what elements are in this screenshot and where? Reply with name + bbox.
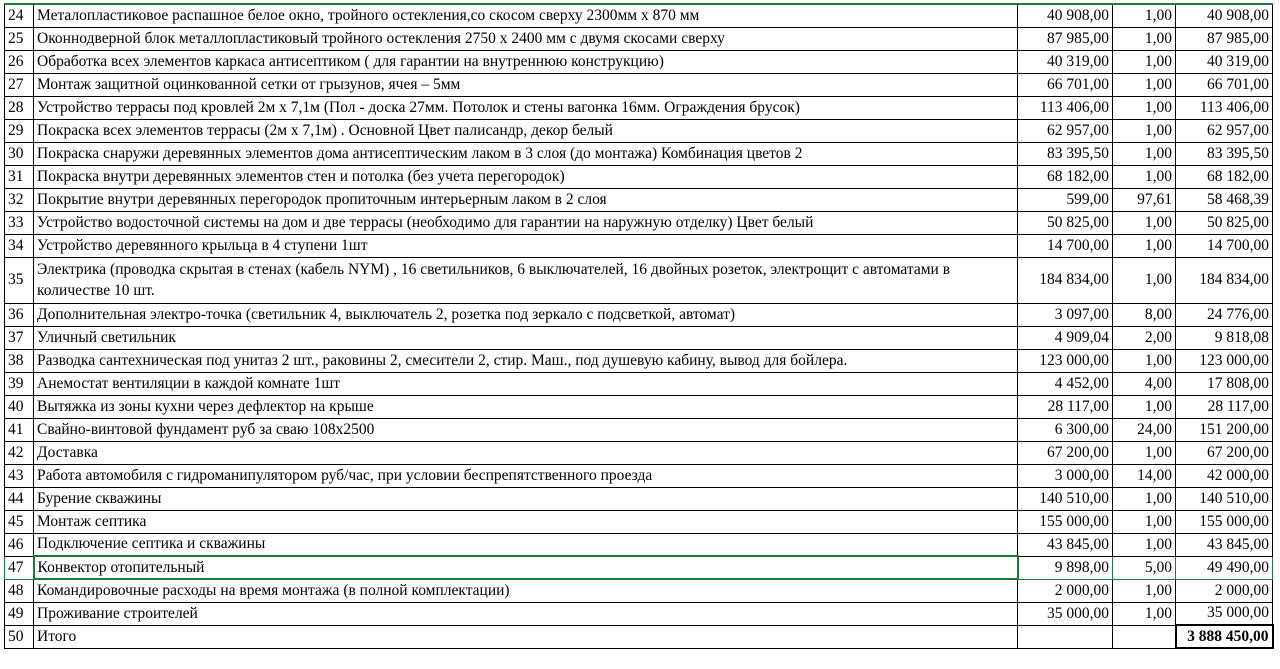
unit-price-cell[interactable] [1018,625,1113,648]
quantity-cell[interactable]: 1,00 [1113,119,1176,142]
unit-price-cell[interactable]: 184 834,00 [1018,257,1113,303]
unit-price-cell[interactable]: 62 957,00 [1018,119,1113,142]
table-row [5,27,1273,50]
description-cell[interactable]: Покрытие внутри деревянных перегородок пропиточным интерьерным лаком в 2 слоя [34,188,1018,211]
unit-price-cell[interactable]: 155 000,00 [1018,510,1113,533]
unit-price-cell[interactable]: 87 985,00 [1018,27,1113,50]
description-cell[interactable]: Покраска снаружи деревянных элементов дома антисептическим лаком в 3 слоя (до монтажа) Комбинация цветов 2 [34,142,1018,165]
description-cell[interactable]: Обработка всех элементов каркаса антисептиком ( для гарантии на внутреннюю конструкцию) [34,50,1018,73]
row-number-cell[interactable]: 26 [5,50,34,73]
unit-price-cell[interactable]: 123 000,00 [1018,349,1113,372]
row-number-cell[interactable]: 49 [5,602,34,625]
description-cell[interactable]: Анемостат вентиляции в каждой комнате 1шт [34,372,1018,395]
table-row [5,372,1273,395]
unit-price-cell[interactable]: 43 845,00 [1018,533,1113,556]
quantity-cell[interactable]: 24,00 [1113,418,1176,441]
unit-price-cell[interactable]: 599,00 [1018,188,1113,211]
row-number-cell[interactable]: 33 [5,211,34,234]
quantity-cell[interactable]: 1,00 [1113,142,1176,165]
unit-price-cell[interactable]: 67 200,00 [1018,441,1113,464]
line-total-cell[interactable]: 35 000,00 [1176,602,1273,625]
table-row [5,441,1273,464]
unit-price-cell[interactable]: 68 182,00 [1018,165,1113,188]
table-row [5,303,1273,326]
unit-price-cell[interactable]: 140 510,00 [1018,487,1113,510]
line-total-cell[interactable]: 184 834,00 [1176,257,1273,303]
table-row [5,50,1273,73]
line-total-cell[interactable]: 14 700,00 [1176,234,1273,257]
estimate-rows [5,4,1273,648]
row-number-cell[interactable]: 39 [5,372,34,395]
line-total-cell[interactable]: 140 510,00 [1176,487,1273,510]
line-total-cell[interactable]: 9 818,08 [1176,326,1273,349]
description-cell[interactable]: Подключение септика и скважины [34,533,1018,556]
line-total-cell[interactable]: 68 182,00 [1176,165,1273,188]
unit-price-cell[interactable]: 113 406,00 [1018,96,1113,119]
row-number-cell[interactable]: 37 [5,326,34,349]
description-cell[interactable]: Вытяжка из зоны кухни через дефлектор на крыше [34,395,1018,418]
quantity-cell[interactable] [1113,625,1176,648]
quantity-cell[interactable]: 97,61 [1113,188,1176,211]
line-total-cell[interactable]: 43 845,00 [1176,533,1273,556]
description-cell[interactable]: Доставка [34,441,1018,464]
row-number-cell[interactable]: 29 [5,119,34,142]
description-cell[interactable]: Покраска всех элементов террасы (2м х 7,1м) . Основной Цвет палисандр, декор белый [34,119,1018,142]
row-number-cell[interactable]: 50 [5,625,34,648]
table-row [5,349,1273,372]
table-row [5,4,1273,27]
description-cell[interactable]: Уличный светильник [34,326,1018,349]
row-number-cell[interactable]: 46 [5,533,34,556]
table-row [5,119,1273,142]
quantity-cell[interactable]: 2,00 [1113,326,1176,349]
table-row [5,142,1273,165]
quantity-cell[interactable]: 1,00 [1113,533,1176,556]
description-cell[interactable]: Проживание строителей [34,602,1018,625]
unit-price-cell[interactable]: 28 117,00 [1018,395,1113,418]
row-number-cell[interactable]: 45 [5,510,34,533]
quantity-cell[interactable]: 1,00 [1113,96,1176,119]
table-row [5,533,1273,556]
row-number-cell[interactable]: 28 [5,96,34,119]
description-cell[interactable]: Электрика (проводка скрытая в стенах (кабель NYM) , 16 светильников, 6 выключателей, 16 двойных розеток, электрощит с автоматами в количестве 10 шт. [34,257,1018,303]
description-cell[interactable]: Оконнодверной блок металлопластиковый тройного остекления 2750 х 2400 мм с двумя скосами сверху [34,27,1018,50]
unit-price-cell[interactable]: 40 319,00 [1018,50,1113,73]
unit-price-cell[interactable]: 3 000,00 [1018,464,1113,487]
estimate-table [4,3,1274,649]
table-row [5,395,1273,418]
line-total-cell[interactable]: 83 395,50 [1176,142,1273,165]
unit-price-cell[interactable]: 83 395,50 [1018,142,1113,165]
row-number-cell[interactable]: 43 [5,464,34,487]
quantity-cell[interactable]: 5,00 [1113,556,1176,579]
quantity-cell[interactable]: 1,00 [1113,257,1176,303]
line-total-cell[interactable]: 155 000,00 [1176,510,1273,533]
unit-price-cell[interactable]: 50 825,00 [1018,211,1113,234]
total-row [5,625,1273,648]
quantity-cell[interactable]: 1,00 [1113,579,1176,602]
row-number-cell[interactable]: 31 [5,165,34,188]
line-total-cell[interactable]: 40 908,00 [1176,4,1273,27]
row-number-cell[interactable]: 42 [5,441,34,464]
row-number-cell[interactable]: 48 [5,579,34,602]
description-cell[interactable]: Устройство террасы под кровлей 2м х 7,1м (Пол - доска 27мм. Потолок и стены вагонка 16мм. Ограждения брусок) [34,96,1018,119]
table-row [5,234,1273,257]
description-cell[interactable]: Устройство деревянного крыльца в 4 ступени 1шт [34,234,1018,257]
quantity-cell[interactable]: 1,00 [1113,27,1176,50]
table-row [5,257,1273,303]
line-total-cell[interactable]: 58 468,39 [1176,188,1273,211]
row-number-cell[interactable]: 41 [5,418,34,441]
line-total-cell[interactable]: 2 000,00 [1176,579,1273,602]
quantity-cell[interactable]: 1,00 [1113,211,1176,234]
line-total-cell[interactable]: 24 776,00 [1176,303,1273,326]
quantity-cell[interactable]: 1,00 [1113,165,1176,188]
table-row [5,579,1273,602]
line-total-cell[interactable]: 3 888 450,00 [1176,625,1273,648]
row-number-cell[interactable]: 32 [5,188,34,211]
description-cell[interactable]: Конвектор отопительный [34,556,1018,579]
quantity-cell[interactable]: 8,00 [1113,303,1176,326]
line-total-cell[interactable]: 66 701,00 [1176,73,1273,96]
line-total-cell[interactable]: 50 825,00 [1176,211,1273,234]
table-row [5,418,1273,441]
quantity-cell[interactable]: 1,00 [1113,50,1176,73]
line-total-cell[interactable]: 40 319,00 [1176,50,1273,73]
table-row [5,326,1273,349]
description-cell[interactable]: Устройство водосточной системы на дом и две террасы (необходимо для гарантии на наружную отделку) Цвет белый [34,211,1018,234]
row-number-cell[interactable]: 40 [5,395,34,418]
unit-price-cell[interactable]: 6 300,00 [1018,418,1113,441]
line-total-cell[interactable]: 17 808,00 [1176,372,1273,395]
unit-price-cell[interactable]: 35 000,00 [1018,602,1113,625]
row-number-cell[interactable]: 27 [5,73,34,96]
line-total-cell[interactable]: 28 117,00 [1176,395,1273,418]
row-number-cell[interactable]: 34 [5,234,34,257]
row-number-cell[interactable]: 30 [5,142,34,165]
table-row [5,96,1273,119]
description-cell[interactable]: Работа автомобиля с гидроманипулятором руб/час, при условии беспрепятственного проезда [34,464,1018,487]
unit-price-cell[interactable]: 14 700,00 [1018,234,1113,257]
line-total-cell[interactable]: 42 000,00 [1176,464,1273,487]
quantity-cell[interactable]: 1,00 [1113,487,1176,510]
description-cell[interactable]: Разводка сантехническая под унитаз 2 шт., раковины 2, смесители 2, стир. Маш., под душевую кабину, вывод для бойлера. [34,349,1018,372]
table-row [5,73,1273,96]
table-row [5,602,1273,625]
row-number-cell[interactable]: 35 [5,257,34,303]
unit-price-cell[interactable]: 40 908,00 [1018,4,1113,27]
quantity-cell[interactable]: 1,00 [1113,4,1176,27]
row-number-cell[interactable]: 36 [5,303,34,326]
table-row [5,211,1273,234]
table-row [5,464,1273,487]
unit-price-cell[interactable]: 9 898,00 [1018,556,1113,579]
line-total-cell[interactable]: 49 490,00 [1176,556,1273,579]
table-row [5,487,1273,510]
description-cell[interactable]: Металопластиковое распашное белое окно, тройного остекления,со скосом сверху 2300мм х 870 мм [34,4,1018,27]
quantity-cell[interactable]: 14,00 [1113,464,1176,487]
quantity-cell[interactable]: 1,00 [1113,234,1176,257]
row-number-cell[interactable]: 44 [5,487,34,510]
quantity-cell[interactable]: 1,00 [1113,510,1176,533]
description-cell[interactable]: Итого [34,625,1018,648]
row-number-cell[interactable]: 47 [5,556,34,579]
description-cell[interactable]: Дополнительная электро-точка (светильник 4, выключатель 2, розетка под зеркало с подсветкой, автомат) [34,303,1018,326]
unit-price-cell[interactable]: 66 701,00 [1018,73,1113,96]
unit-price-cell[interactable]: 4 452,00 [1018,372,1113,395]
table-row [5,165,1273,188]
line-total-cell[interactable]: 123 000,00 [1176,349,1273,372]
line-total-cell[interactable]: 87 985,00 [1176,27,1273,50]
quantity-cell[interactable]: 1,00 [1113,73,1176,96]
description-cell[interactable]: Монтаж септика [34,510,1018,533]
quantity-cell[interactable]: 1,00 [1113,441,1176,464]
description-cell[interactable]: Бурение скважины [34,487,1018,510]
unit-price-cell[interactable]: 2 000,00 [1018,579,1113,602]
line-total-cell[interactable]: 67 200,00 [1176,441,1273,464]
row-number-cell[interactable]: 25 [5,27,34,50]
quantity-cell[interactable]: 1,00 [1113,349,1176,372]
quantity-cell[interactable]: 1,00 [1113,395,1176,418]
table-row [5,510,1273,533]
quantity-cell[interactable]: 1,00 [1113,602,1176,625]
description-cell[interactable]: Командировочные расходы на время монтажа (в полной комплектации) [34,579,1018,602]
description-cell[interactable]: Монтаж защитной оцинкованной сетки от грызунов, ячея – 5мм [34,73,1018,96]
row-number-cell[interactable]: 38 [5,349,34,372]
description-cell[interactable]: Свайно-винтовой фундамент руб за сваю 108х2500 [34,418,1018,441]
description-cell[interactable]: Покраска внутри деревянных элементов стен и потолка (без учета перегородок) [34,165,1018,188]
table-row [5,556,1273,579]
line-total-cell[interactable]: 62 957,00 [1176,119,1273,142]
quantity-cell[interactable]: 4,00 [1113,372,1176,395]
unit-price-cell[interactable]: 3 097,00 [1018,303,1113,326]
line-total-cell[interactable]: 151 200,00 [1176,418,1273,441]
table-row [5,188,1273,211]
unit-price-cell[interactable]: 4 909,04 [1018,326,1113,349]
line-total-cell[interactable]: 113 406,00 [1176,96,1273,119]
row-number-cell[interactable]: 24 [5,4,34,27]
